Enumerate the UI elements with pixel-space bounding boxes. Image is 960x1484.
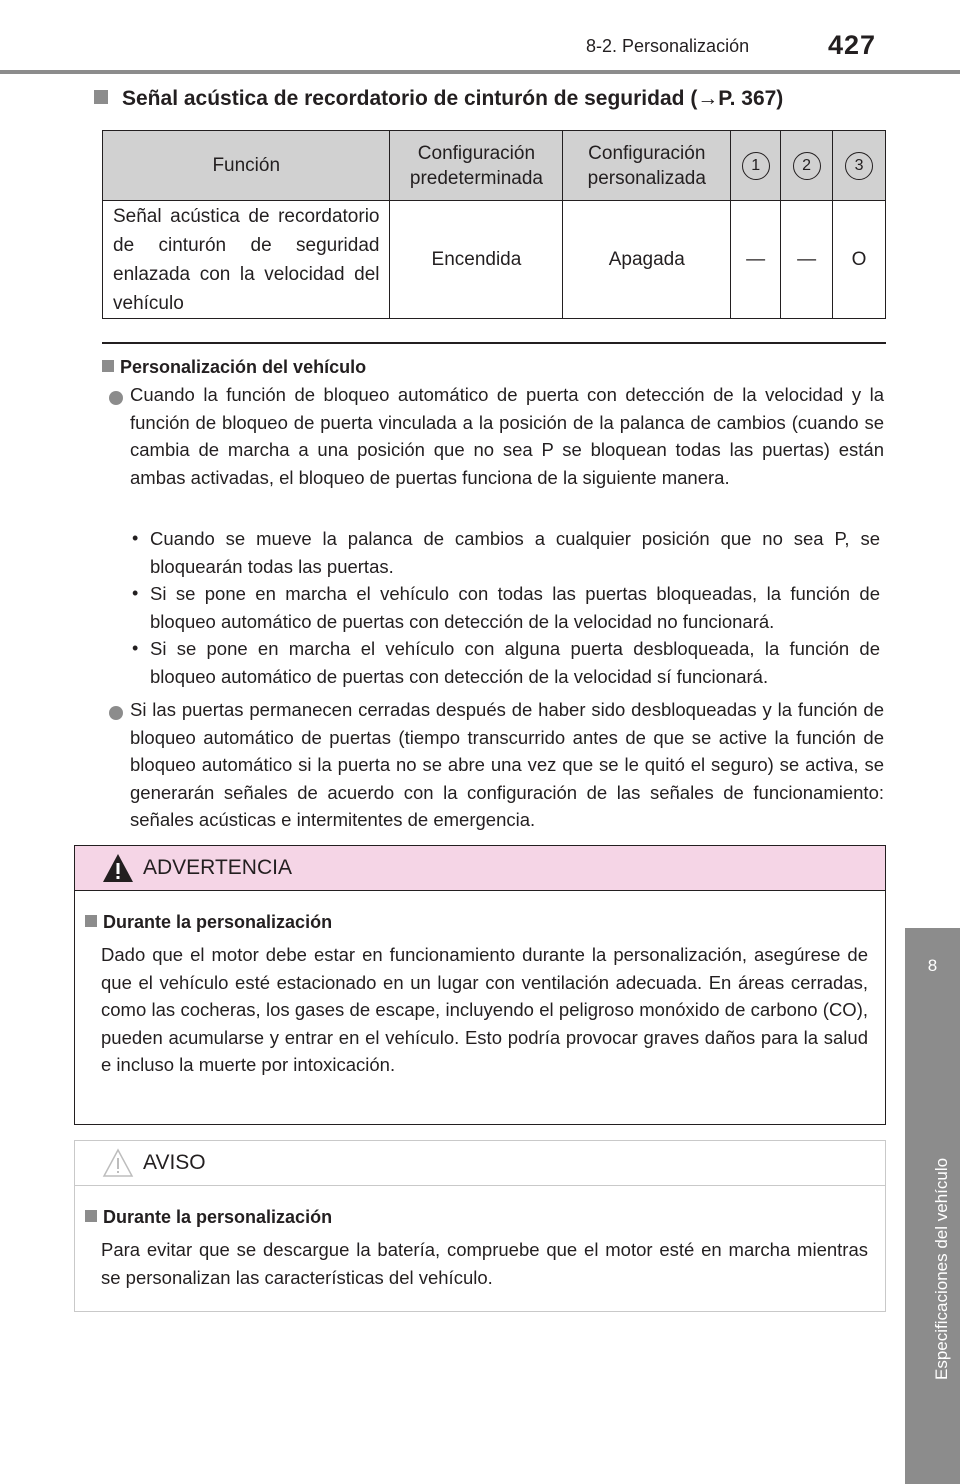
cell-funcion: Señal acústica de recordatorio de cinturón de seguridad enlazada con la velocidad del vehículo <box>103 201 390 319</box>
table-row <box>103 201 886 319</box>
settings-table <box>102 130 886 319</box>
notice-heading-text: Durante la personalización <box>103 1207 333 1227</box>
warning-title: ADVERTENCIA <box>143 856 292 879</box>
th-c3 <box>833 131 886 201</box>
list-item: Cuando se mueve la palanca de cambios a cualquier posición que no sea P, se bloquearán todas las puertas. <box>150 528 880 577</box>
paragraph-1: Cuando la función de bloqueo automático de puerta con detección de la velocidad y la función de bloqueo de puerta vinculada a la posición de la palanca de cambios (cuando se cambia de marcha a una posición que no sea P se bloquean todas las puertas) están ambas activadas, el bloqueo de puertas funciona de la siguiente manera. <box>130 384 884 488</box>
notice-header <box>75 1141 885 1186</box>
dot-bullet-icon: • <box>132 583 139 603</box>
notice-box <box>74 1140 886 1312</box>
caution-triangle-icon <box>101 1147 135 1179</box>
th-c1 <box>731 131 781 201</box>
warning-header <box>75 846 885 891</box>
cell-c3: O <box>833 201 886 319</box>
circle-2-icon: 2 <box>793 152 821 180</box>
warning-text: Dado que el motor debe estar en funcionamiento durante la personalización, asegúrese de que el vehículo esté estacionado en un lugar con ventilación adecuada. En áreas cerradas, como las cocheras, los gases de escape, incluyendo el peligroso monóxido de carbono (CO), pueden acumularse y entrar en el vehículo. Esto podría provocar graves daños para la salud e incluso la muerte por intoxicación. <box>101 944 868 1075</box>
square-bullet-icon <box>102 360 114 372</box>
chapter-number: 8 <box>927 956 938 975</box>
warning-triangle-icon <box>101 852 135 884</box>
chapter-label: Especificaciones del vehículo <box>932 1157 951 1380</box>
page-number: 427 <box>828 30 877 60</box>
th-funcion: Función <box>103 131 390 201</box>
cell-predeterminada: Encendida <box>390 201 563 319</box>
notice-heading <box>85 1207 332 1228</box>
warning-heading <box>85 912 332 933</box>
cell-personalizada: Apagada <box>563 201 731 319</box>
circle-bullet-icon <box>109 391 123 405</box>
circle-bullet-icon <box>109 706 123 720</box>
warning-box <box>74 845 886 1125</box>
square-bullet-icon <box>85 1210 97 1222</box>
th-predeterminada: Configuración predeterminada <box>390 131 563 201</box>
circle-1-icon: 1 <box>742 152 770 180</box>
circle-3-icon: 3 <box>845 152 873 180</box>
header-divider <box>0 70 960 74</box>
notice-title: AVISO <box>143 1151 206 1174</box>
th-personalizada: Configuración personalizada <box>563 131 731 201</box>
subheading <box>102 357 366 378</box>
chapter-label-wrap <box>932 1010 954 1380</box>
list-item: Si se pone en marcha el vehículo con alguna puerta desbloqueada, la función de bloqueo automático de puertas con detección de la velocidad sí funcionará. <box>150 638 880 687</box>
square-bullet-icon <box>94 90 108 104</box>
table-header-row <box>103 131 886 201</box>
dot-bullet-icon: • <box>132 528 139 548</box>
dot-bullet-icon: • <box>132 638 139 658</box>
th-c2 <box>781 131 833 201</box>
warning-heading-text: Durante la personalización <box>103 912 333 932</box>
paragraph-2: Si las puertas permanecen cerradas después de haber sido desbloqueadas y la función de bloqueo automático de puertas (tiempo transcurrido antes de que se active la función de bloqueo automático si la puerta no se abre una vez que se le quitó el seguro) se activa, se generarán señales de acuerdo con la configuración de las señales de funcionamiento: señales acústicas e intermitentes de emergencia. <box>130 699 884 830</box>
cell-c2: — <box>781 201 833 319</box>
list-item: Si se pone en marcha el vehículo con todas las puertas bloqueadas, la función de bloqueo automático de puertas con detección de la velocidad no funcionará. <box>150 583 880 632</box>
square-bullet-icon <box>85 915 97 927</box>
section-divider <box>102 342 886 344</box>
header-section: 8-2. Personalización <box>586 36 750 56</box>
section-title-text: Señal acústica de recordatorio de cinturón de seguridad (→P. 367) <box>122 87 784 110</box>
subheading-text: Personalización del vehículo <box>120 357 367 377</box>
notice-text: Para evitar que se descargue la batería, compruebe que el motor esté en marcha mientras se personalizan las características del vehículo. <box>101 1239 868 1288</box>
cell-c1: — <box>731 201 781 319</box>
section-title <box>94 87 783 111</box>
